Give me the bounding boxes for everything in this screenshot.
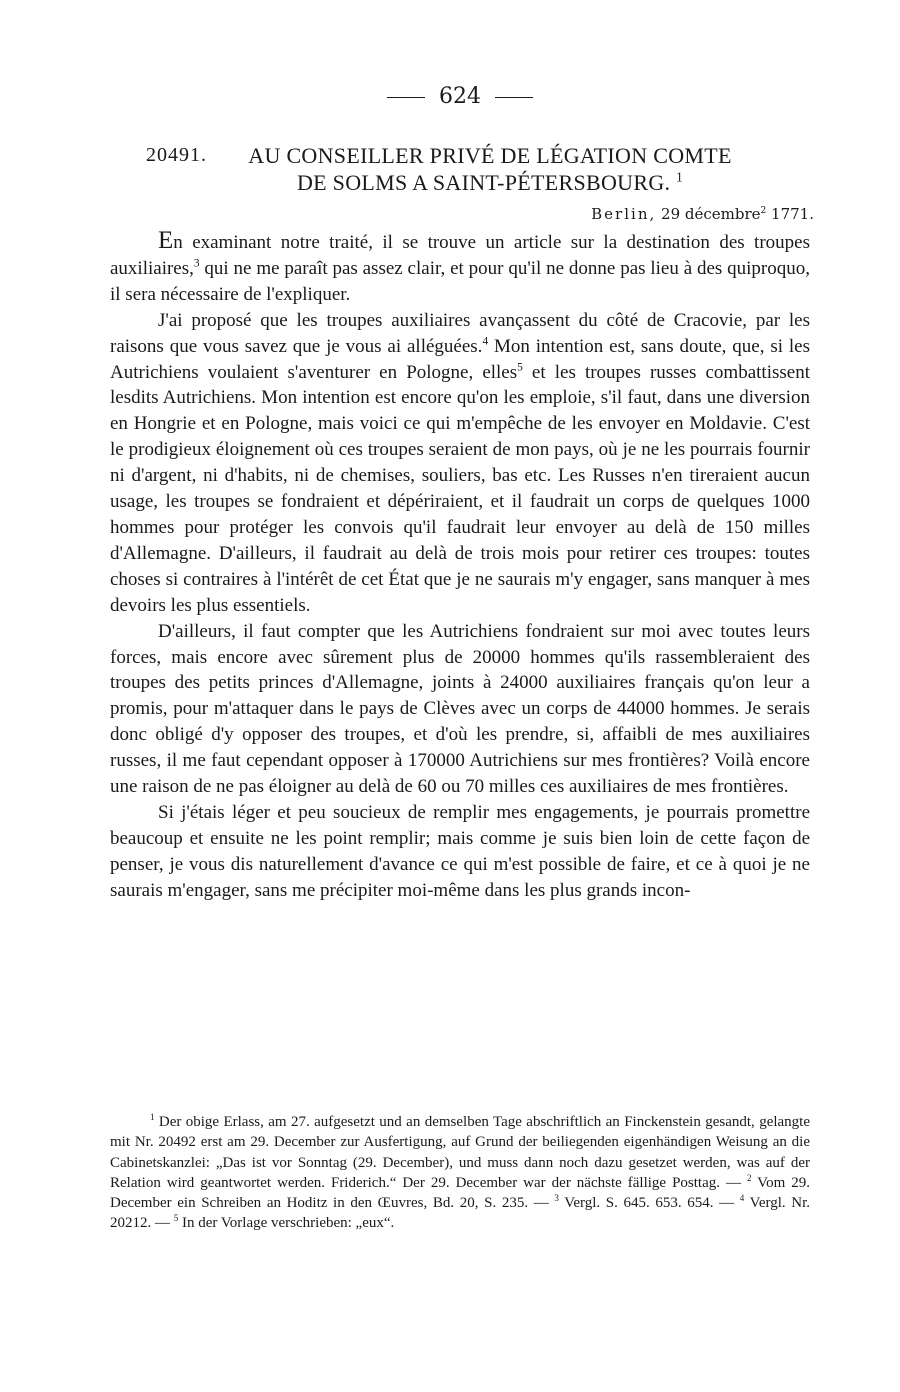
- letter-number: 20491.: [146, 144, 207, 166]
- footnote-marker: 4: [739, 1193, 745, 1204]
- paragraph: [110, 228, 810, 308]
- initial-letter: E: [158, 227, 174, 254]
- footnote-text: Vergl. Nr. 20212. —: [110, 1195, 811, 1232]
- place: Berlin,: [591, 205, 657, 223]
- letter-body: [110, 228, 810, 904]
- paragraph-text: D'ailleurs, il faut compter que les Autrichiens fondraient sur moi avec toutes leurs forces, mais encore avec sûrement plus de 20000 hommes qu'ils rassembleraient des troupes des petits princes d'Allemagne, joints à 24000 auxiliaires français qu'on leur a promis, pour m'attaquer dans le pays de Clèves avec un corps de 44000 hommes. Je serais donc obligé d'y opposer des troupes, et d'où les prendre, si, affaibli de mes auxiliaires russes, il me faut cependant opposer à 170000 Autrichiens sur mes frontières? Voilà encore une raison de ne pas éloigner au delà de 60 ou 70 milles ces auxiliaires de mes frontières.: [110, 620, 810, 798]
- footnote-ref: 2: [760, 206, 767, 216]
- letter-title-line-2: [170, 169, 810, 196]
- date-year: 1771.: [771, 205, 814, 223]
- footnote-ref: 3: [193, 257, 200, 270]
- letter-title-line-2-text: DE SOLMS A SAINT-PÉTERSBOURG.: [296, 170, 671, 195]
- footnotes: [110, 1112, 810, 1234]
- header-dash-left: [387, 97, 425, 98]
- footnote-ref: 5: [517, 361, 523, 374]
- footnote-text: Der obige Erlass, am 27. aufgesetzt und an demselben Tage abschriftlich an Finckenstein gesandt, gelangte mit Nr. 20492 erst am 29. December zur Ausfertigung, auf Grund der beiliegenden eigenhändigen Weisung an die Cabinetskanzlei: „Das ist vor Sonntag (29. December), und muss dann noch dazu gesetzet werden, was auf der Relation wird geantwortet werden. Friderich.“ Der 29. December war der nächste fällige Posttag. —: [110, 1114, 810, 1191]
- footnote-text: Vergl. S. 645. 653. 654. —: [558, 1195, 740, 1212]
- letter-title-line-1: AU CONSEILLER PRIVÉ DE LÉGATION COMTE: [248, 143, 732, 168]
- footnote-ref: 4: [482, 335, 489, 348]
- page-header: [110, 82, 810, 116]
- footnote-block: [110, 1112, 810, 1234]
- page-number: 624: [439, 84, 481, 109]
- paragraph: [110, 308, 810, 619]
- paragraph-text: qui ne me paraît pas assez clair, et pour qu'il ne donne pas lieu à des quiproquo, il sera nécessaire de l'expliquer.: [110, 257, 810, 305]
- paragraph: [110, 800, 810, 904]
- footnote-marker: 1: [150, 1112, 155, 1122]
- header-dash-right: [495, 97, 533, 98]
- paragraph-text: n examinant notre traité, il se trouve un article sur la destination des troupes auxiliaires,: [110, 232, 810, 279]
- paragraph-text: Si j'étais léger et peu soucieux de remplir mes engagements, je pourrais promettre beaucoup et ensuite ne les point remplir; mais comme je suis bien loin de cette façon de penser, je vous dis naturellement d'avance ce qui m'est possible de faire, et ce à quoi je ne saurais m'engager, sans me précipiter moi-même dans les plus grands incon-: [110, 801, 810, 901]
- footnote-marker: 3: [554, 1193, 559, 1204]
- footnote-text: Vom 29. December ein Schreiben an Hoditz in den Œuvres, Bd. 20, S. 235. —: [110, 1174, 810, 1212]
- paragraph-text: et les troupes russes combattissent lesdits Autrichiens. Mon intention est encore qu'on les emploie, s'il faut, dans une diversion en Hongrie et en Pologne, mais voici ce qui m'empêche de les envoyer en Moldavie. C'est le prodigieux éloignement où ces troupes seraient de mon pays, où je ne les pourrais fournir ni d'argent, ni d'habits, ni de chemises, souliers, bas etc. Les Russes n'en tireraient aucun usage, les troupes se fondraient et dépériraient, et il faudrait un corps de quelques 1000 hommes pour protéger les convois qu'il faudrait leur envoyer au delà de 150 milles d'Allemagne. D'ailleurs, il faudrait au delà de trois mois pour retirer ces troupes: toutes choses si contraires à l'intérêt de cet État que je ne saurais m'y engager, sans manquer à mes devoirs les plus essentiels.: [110, 361, 810, 616]
- letter-heading: [110, 142, 810, 196]
- letter-title: [110, 142, 810, 196]
- footnote-marker: 5: [173, 1213, 179, 1224]
- date: 29 décembre: [661, 205, 761, 223]
- paragraph: [110, 619, 810, 800]
- paragraph-text: Mon intention est, sans doute, que, si les Autrichiens voulaient s'aventurer en Pologne, elles: [110, 335, 810, 383]
- paragraph-text: J'ai proposé que les troupes auxiliaires avançassent du côté de Cracovie, par les raisons que vous savez que je vous ai alléguées.: [110, 309, 810, 357]
- page: [110, 82, 814, 904]
- footnote-marker: 2: [746, 1172, 752, 1183]
- footnote-ref: 1: [676, 169, 684, 185]
- footnote-text: In der Vorlage verschrieben: „eux“.: [178, 1215, 395, 1232]
- place-date: [110, 204, 814, 224]
